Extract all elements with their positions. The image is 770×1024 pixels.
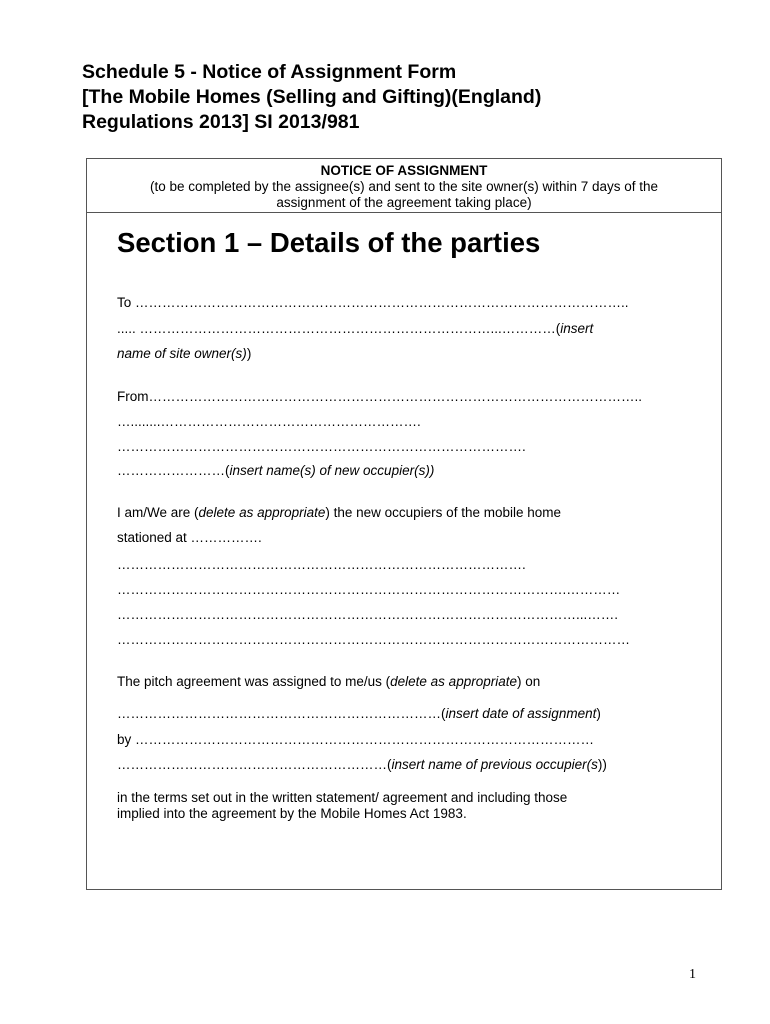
from-field-line-3[interactable]: ………………………………………………………………………………. [117, 439, 526, 454]
to-field-line-2[interactable] [117, 321, 593, 336]
stationed-at-field[interactable]: stationed at ……………. [117, 530, 262, 545]
to-hint-line: name of site owner(s)) [117, 346, 252, 361]
title-line-2: [The Mobile Homes (Selling and Gifting)(England) [82, 86, 542, 108]
by-field[interactable]: by ………………………………………………………………………………………… [117, 732, 595, 747]
from-field-line-2[interactable]: …........…………………………………………………. [117, 414, 421, 429]
site-owner-hint: name of site owner(s) [117, 346, 247, 361]
previous-occupier-hint: insert name of previous occupier(s [391, 757, 598, 772]
from-field-line-4[interactable]: ……………………(insert name(s) of new occupier(s)) [117, 463, 435, 478]
notice-instruction-2: assignment of the agreement taking place) [276, 195, 532, 210]
occupiers-statement: I am/We are (delete as appropriate) the new occupiers of the mobile home [117, 505, 561, 520]
address-line-1[interactable]: ………………………………………………………………………………. [117, 557, 526, 572]
form-box [86, 158, 722, 890]
assignment-date-field[interactable]: ………………………………………………………………(insert date of assignment) [117, 706, 601, 721]
notice-heading: NOTICE OF ASSIGNMENT [320, 163, 488, 178]
address-line-2[interactable]: ……………………………………………………………………………………….………… [117, 582, 621, 597]
title-line-3: Regulations 2013] SI 2013/981 [82, 111, 360, 133]
previous-occupier-field[interactable]: ……………………………………………………(insert name of previous occupier(s)) [117, 757, 607, 772]
terms-line-1: in the terms set out in the written statement/ agreement and including those [117, 790, 568, 805]
title-line-1: Schedule 5 - Notice of Assignment Form [82, 61, 457, 83]
pitch-statement: The pitch agreement was assigned to me/us (delete as appropriate) on [117, 674, 541, 689]
address-line-4[interactable]: …………………………………………………………………………………………………… [117, 632, 630, 647]
notice-header [87, 159, 721, 213]
date-hint: insert date of assignment [445, 706, 597, 721]
notice-instruction-1: (to be completed by the assignee(s) and sent to the site owner(s) within 7 days of the [149, 179, 659, 194]
terms-line-2: implied into the agreement by the Mobile Homes Act 1983. [117, 806, 467, 821]
to-hint: insert [560, 321, 594, 336]
from-field-line-1[interactable]: From……………………………………………………………………………………………….. [117, 389, 642, 404]
address-line-3[interactable]: …………………………………………………………………………………………...……. [117, 607, 619, 622]
page-number: 1 [689, 967, 696, 982]
to-field-line-1[interactable]: To ……………………………………………………………………………………………….. [117, 295, 629, 310]
new-occupier-hint: insert name(s) of new occupier(s)) [229, 463, 435, 478]
to-dots: ..... ……………………………………………………………………...…………( [117, 321, 561, 336]
section-title: Section 1 – Details of the parties [117, 227, 541, 258]
document-title [82, 60, 722, 135]
